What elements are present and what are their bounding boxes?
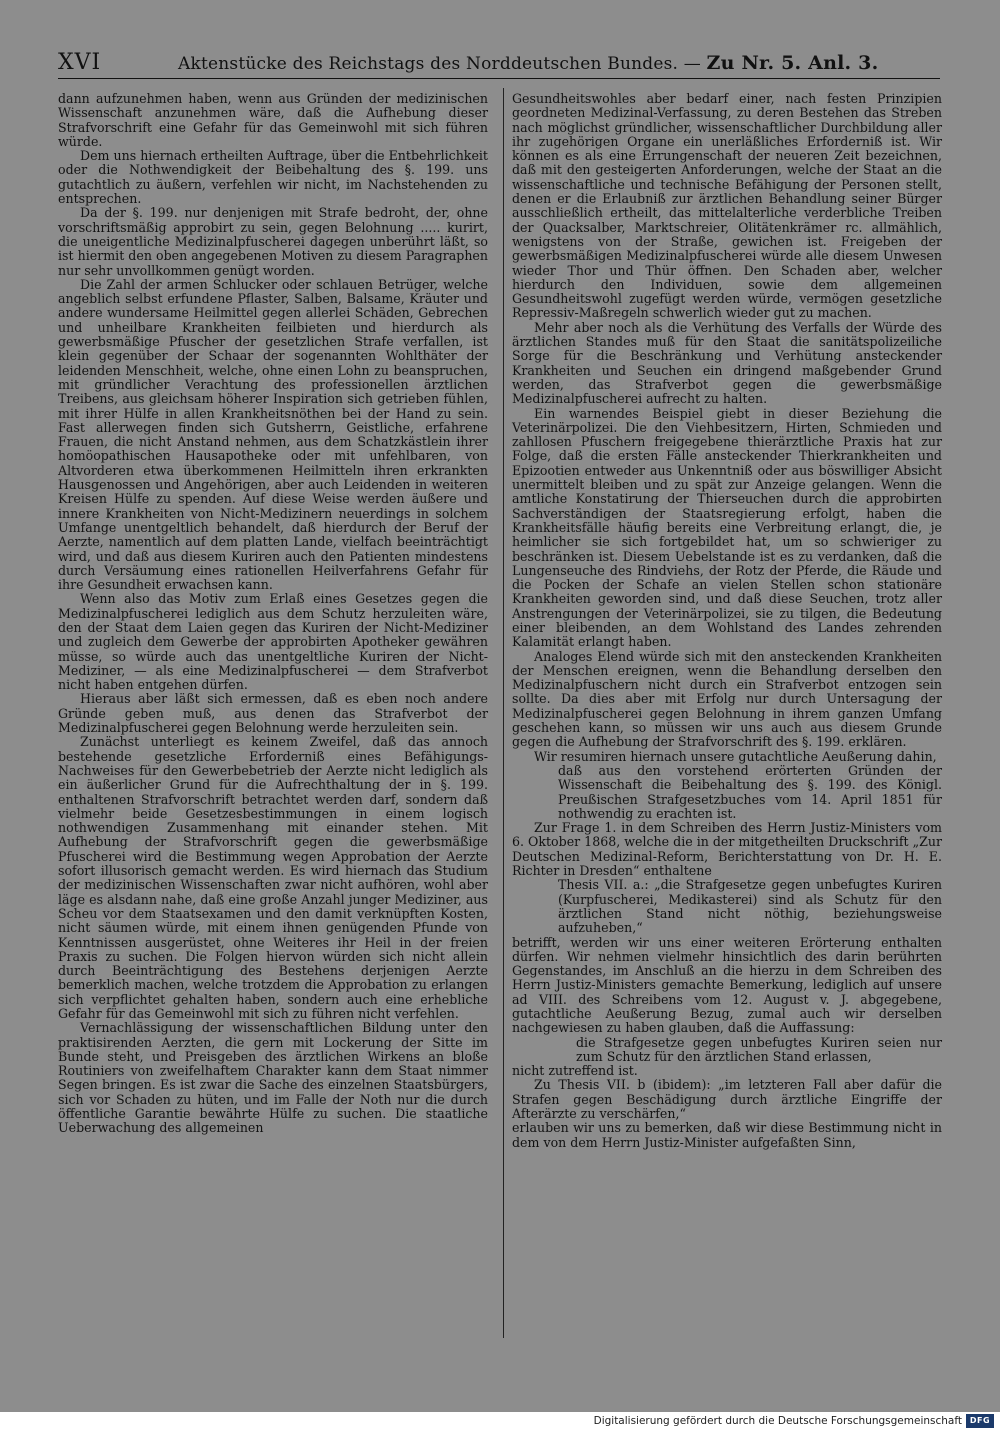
left-paragraph: Zunächst unterliegt es keinem Zweifel, daß das annoch bestehende gesetzliche Erforderniß eines Befähigungs-Nachweises für den Gewerbebetrieb der Aerzte nicht lediglich als ein äußerlicher Grund für die Aufrechthaltung der in §. 199. enthaltenen Strafvorschrift betrachtet werden darf, sondern daß vielmehr beide Gesetzesbestimmungen in einem logisch nothwendigen Zusammenhang mit einander stehen. Mit Aufhebung der Strafvorschrift gegen die gewerbsmäßige Pfuscherei wird die Bestimmung wegen Approbation der Aerzte sofort illusorisch gemacht werden. Es wird hiernach das Studium der medizinischen Wissenschaften zwar nicht aufhören, wohl aber läge es alsdann nahe, daß eine große Anzahl junger Mediziner, aus Scheu vor dem Staatsexamen und den damit verknüpften Kosten, nicht säumen würde, mit einem ihnen genügenden Pfunde von Kenntnissen ausgerüstet, ohne Weiteres ihr Heil in der freien Praxis zu suchen. Die Folgen hiervon würden sich nicht allein durch Beeinträchtigung des Bestehens derjenigen Aerzte bemerklich machen, welche trotzdem die Approbation zu erlangen sich verpflichtet gehalten haben, sondern auch eine erhebliche Gefahr für das Gemeinwohl mit sich zu führen nicht verfehlen. bbox=[58, 734, 488, 1021]
column-divider bbox=[503, 88, 504, 1338]
right-paragraph: Wir resumiren hiernach unsere gutachtliche Aeußerung dahin, bbox=[534, 748, 937, 764]
running-title bbox=[178, 52, 938, 74]
right-paragraph: erlauben wir uns zu bemerken, daß wir diese Bestimmung nicht in dem von dem Herrn Justiz-Minister aufgefaßten Sinn, bbox=[512, 1120, 942, 1150]
right-paragraph: die Strafgesetze gegen unbefugtes Kuriren seien nur zum Schutz für den ärztlichen Stand erlassen, bbox=[576, 1034, 942, 1064]
left-paragraph: Die Zahl der armen Schlucker oder schlauen Betrüger, welche angeblich selbst erfundene Pflaster, Salben, Balsame, Kräuter und andere wundersame Heilmittel gegen allerlei Schäden, Gebrechen und unheilbare Krankheiten feilbieten und hierdurch als gewerbsmäßige Pfuscher der gesetzlichen Strafe verfallen, ist klein gegenüber der Schaar der sogenannten Wohlthäter der leidenden Menschheit, welche, ohne einen Lohn zu beanspruchen, mit gründlicher Verachtung des professionellen ärztlichen Treibens, aus gleichsam höherer Inspiration sich getrieben fühlen, mit ihrer Hülfe in allen Krankheitsnöthen bei der Hand zu sein. Fast allerwegen finden sich Gutsherrn, Geistliche, erfahrene Frauen, die nicht Anstand nehmen, aus dem Schatzkästlein ihrer homöopathischen Hausapotheke oder mit unfehlbaren, von Altvorderen etwa überkommenen Heilmitteln ihren erkrankten Hausgenossen und Angehörigen, aber auch Leidenden in weiteren Kreisen Hülfe zu spenden. Auf diese Weise werden äußere und innere Krankheiten von Nicht-Medizinern neuerdings in solchem Umfange unentgeltlich behandelt, daß hierdurch der Beruf der Aerzte, namentlich auf dem platten Lande, vielfach beeinträchtigt wird, und daß aus diesem Kuriren auch den Patienten mindestens durch Versäumung eines rationellen Heilverfahrens Gefahr für ihre Gesundheit erwachsen kann. bbox=[58, 276, 488, 593]
annex-label: Zu Nr. 5. Anl. 3. bbox=[706, 52, 879, 74]
left-paragraph: Vernachlässigung der wissenschaftlichen Bildung unter den praktisirenden Aerzten, die gern mit Lockerung der Sitte im Bunde steht, und Preisgeben des ärztlichen Wirkens an bloße Routiniers von zweifelhaftem Charakter kann dem Staat nimmer Segen bringen. Es ist zwar die Sache des einzelnen Staatsbürgers, sich vor Schaden zu hüten, und im Falle der Noth nur die durch öffentliche Garantie bewährte Hülfe zu suchen. Die staatliche Ueberwachung des allgemeinen bbox=[58, 1020, 488, 1136]
right-paragraph: daß aus den vorstehend erörterten Gründen der Wissenschaft die Beibehaltung des §. 199. des Königl. Preußischen Strafgesetzbuches vom 14. April 1851 für nothwendig zu erachten ist. bbox=[558, 762, 942, 821]
running-title-text: Aktenstücke des Reichstags des Norddeutschen Bundes. — bbox=[178, 54, 701, 74]
right-paragraph: Gesundheitswohles aber bedarf einer, nach festen Prinzipien geordneten Medizinal-Verfassung, zu deren Bestehen das Streben nach möglichst gründlicher, wissenschaftlicher Durchbildung aller ihr zugehörigen Organe ein unerläßliches Erforderniß ist. Wir können es als eine Errungenschaft der neueren Zeit bezeichnen, daß mit den gesteigerten Anforderungen, welche der Staat an die wissenschaftliche und technische Befähigung der Personen stellt, denen er die Erlaubniß zur ärztlichen Behandlung seiner Bürger ausschließlich ertheilt, das mittelalterliche verderbliche Treiben der Quacksalber, Marktschreier, Olitätenkrämer rc. allmählich, wenigstens von der Straße, gewichen ist. Freigeben der gewerbsmäßigen Medizinalpfuscherei würde alle diesem Unwesen wieder Thor und Thür öffnen. Den Schaden aber, welcher hierdurch den Individuen, sowie dem allgemeinen Gesundheitswohl zugefügt werden würde, vermögen gesetzliche Repressiv-Maßregeln schwerlich wieder gut zu machen. bbox=[512, 91, 942, 321]
digitization-credit: Digitalisierung gefördert durch die Deutsche Forschungsgemeinschaft bbox=[593, 1415, 962, 1427]
page-header bbox=[58, 48, 940, 79]
left-text-column bbox=[58, 92, 488, 1136]
right-paragraph: betrifft, werden wir uns einer weiteren Erörterung enthalten dürfen. Wir nehmen vielmehr hinsichtlich des darin berührten Gegenstandes, im Anschluß an die hierzu in dem Schreiben des Herrn Justiz-Ministers gemachte Bemerkung, lediglich auf unsere ad VIII. des Schreibens vom 12. August v. J. abgegebene, gutachtliche Aeußerung Bezug, zumal auch wir derselben nachgewiesen zu haben glauben, daß die Auffassung: bbox=[512, 934, 942, 1036]
right-paragraph: Ein warnendes Beispiel giebt in dieser Beziehung die Veterinärpolizei. Die den Viehbesitzern, Hirten, Schmieden und zahllosen Pfuschern freigegebene thierärztliche Praxis hat zur Folge, daß die ersten Fälle ansteckender Thierkrankheiten und Epizootien entweder aus Unkenntniß oder aus böswilliger Absicht unermittelt bleiben und zu spät zur Anzeige gelangen. Wenn die amtliche Konstatirung der Thierseuchen durch die approbirten Sachverständigen der Staatsregierung erfolgt, haben die Krankheitsfälle häufig bereits eine Verbreitung erlangt, die, je heimlicher sie sich fortgebildet hat, um so schwieriger zu beschränken ist. Diesem Uebelstande ist es zu verdanken, daß die Lungenseuche des Rindviehs, der Rotz der Pferde, die Räude und die Pocken der Schafe an vielen Stellen schon stationäre Krankheiten geworden sind, und daß diese Seuchen, trotz aller Anstrengungen der Veterinärpolizei, sie zu tilgen, die Bedeutung einer bleibenden, an dem Wohlstand des Landes zehrenden Kalamität erlangt haben. bbox=[512, 405, 942, 650]
right-paragraph: nicht zutreffend ist. bbox=[512, 1063, 638, 1079]
left-paragraph: dann aufzunehmen haben, wenn aus Gründen der medizinischen Wissenschaft anzunehmen wäre, daß die Aufhebung dieser Strafvorschrift eine Gefahr für das Gemeinwohl mit sich führen würde. bbox=[58, 91, 488, 149]
right-paragraph: Zu Thesis VII. b (ibidem): „im letzteren Fall aber dafür die Strafen gegen Beschädigung durch ärztliche Eingriffe der Afterärzte zu verschärfen,“ bbox=[512, 1077, 942, 1122]
right-paragraph: Zur Frage 1. in dem Schreiben des Herrn Justiz-Ministers vom 6. Oktober 1868, welche die in der mitgetheilten Druckschrift „Zur Deutschen Medizinal-Reform, Berichterstattung von Dr. H. E. Richter in Dresden“ enthaltene bbox=[512, 820, 942, 879]
left-paragraph: Dem uns hiernach ertheilten Auftrage, über die Entbehrlichkeit oder die Nothwendigkeit der Beibehaltung des §. 199. uns gutachtlich zu äußern, verfehlen wir nicht, im Nachstehenden zu entsprechen. bbox=[58, 148, 488, 207]
left-paragraph: Wenn also das Motiv zum Erlaß eines Gesetzes gegen die Medizinalpfuscherei lediglich aus dem Schutz herzuleiten wäre, den der Staat dem Laien gegen das Kuriren der Nicht-Mediziner und zugleich dem Gewerbe der approbirten Apotheker gewähren müsse, so würde auch das unentgeltliche Kuriren der Nicht-Mediziner, — als eine Medizinalpfuscherei — dem Strafverbot nicht haben entgehen dürfen. bbox=[58, 591, 488, 693]
dfg-logo: DFG bbox=[966, 1414, 994, 1428]
right-paragraph: Mehr aber noch als die Verhütung des Verfalls der Würde des ärztlichen Standes muß für den Staat die sanitätspolizeiliche Sorge für die Beschränkung und Verhütung ansteckender Krankheiten und Seuchen ein dringend maßgebender Grund werden, das Strafverbot gegen die gewerbsmäßige Medizinalpfuscherei aufrecht zu halten. bbox=[512, 319, 942, 407]
right-paragraph: Thesis VII. a.: „die Strafgesetze gegen unbefugtes Kuriren (Kurpfuscherei, Medikasterei) sind als Schutz für den ärztlichen Stand nicht nöthig, beziehungsweise aufzuheben,“ bbox=[558, 877, 942, 936]
right-paragraph: Analoges Elend würde sich mit den ansteckenden Krankheiten der Menschen ereignen, wenn die Behandlung derselben den Medizinalpfuschern nicht durch ein Strafverbot entzogen sein sollte. Da dies aber mit Erfolg nur durch Untersagung der Medizinalpfuscherei gegen Belohnung in ihrem ganzen Umfang geschehen kann, so müssen wir uns auch aus diesem Grunde gegen die Aufhebung der Strafvorschrift des §. 199. erklären. bbox=[512, 648, 942, 750]
left-paragraph: Hieraus aber läßt sich ermessen, daß es eben noch andere Gründe geben muß, aus denen das Strafverbot der Medizinalpfuscherei gegen Belohnung werde herzuleiten sein. bbox=[58, 691, 488, 736]
left-paragraph: Da der §. 199. nur denjenigen mit Strafe bedroht, der, ohne vorschriftsmäßig approbirt zu sein, gegen Belohnung ..... kurirt, die uneigentliche Medizinalpfuscherei dagegen unberührt läßt, so ist hiermit den oben angegebenen Motiven zu diesem Paragraphen nur sehr unvollkommen genügt worden. bbox=[58, 205, 488, 278]
page-number: XVI bbox=[58, 50, 102, 75]
right-text-column bbox=[512, 92, 942, 1150]
footer-bar bbox=[0, 1412, 1000, 1432]
